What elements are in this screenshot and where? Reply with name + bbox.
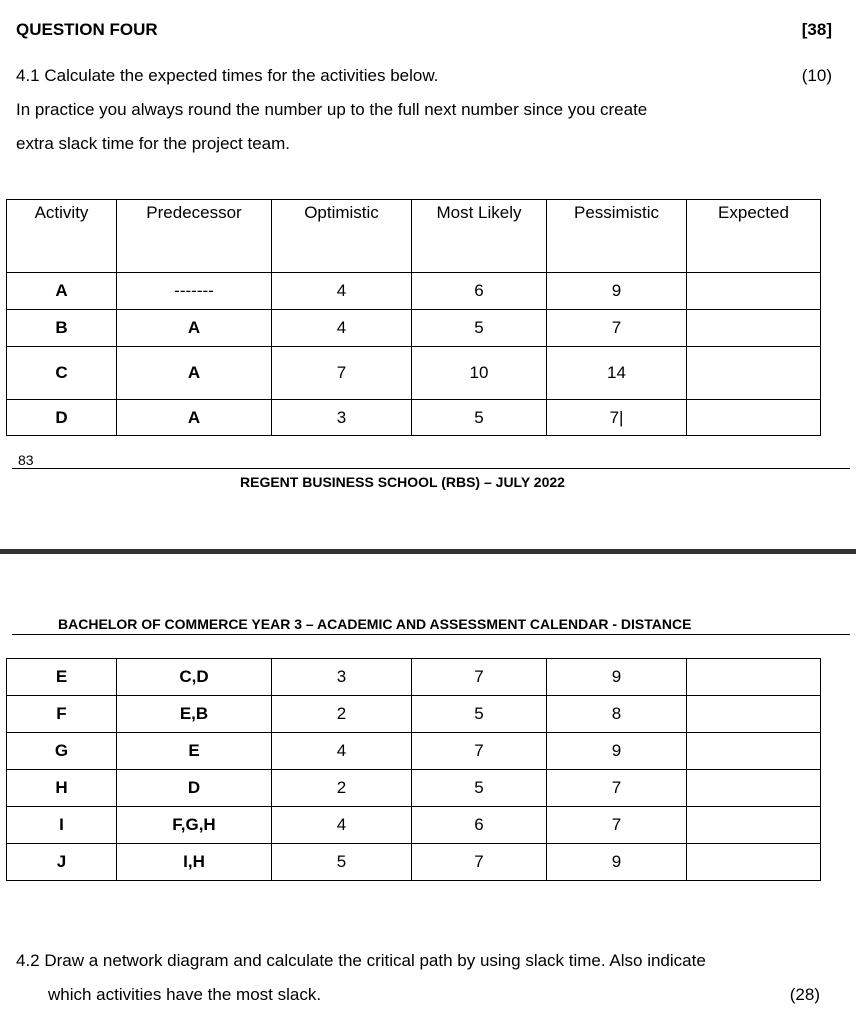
table-row	[7, 400, 821, 436]
activity-table-part1	[6, 199, 821, 436]
pessimistic-cell: 9	[547, 733, 687, 770]
activity-cell: F	[7, 696, 117, 733]
footer-rule	[12, 468, 850, 469]
predecessor-cell: A	[117, 310, 272, 347]
table-row	[7, 807, 821, 844]
optimistic-cell: 4	[272, 733, 412, 770]
activity-cell: D	[7, 400, 117, 436]
pessimistic-cell: 7|	[547, 400, 687, 436]
predecessor-cell: D	[117, 770, 272, 807]
optimistic-cell: 4	[272, 310, 412, 347]
table-row	[7, 659, 821, 696]
activity-cell: H	[7, 770, 117, 807]
question-total-marks: [38]	[801, 20, 832, 39]
table-row	[7, 696, 821, 733]
activity-cell: J	[7, 844, 117, 881]
optimistic-cell: 4	[272, 807, 412, 844]
header-most-likely: Most Likely	[412, 200, 547, 273]
optimistic-cell: 3	[272, 659, 412, 696]
question-title: QUESTION FOUR	[16, 20, 158, 39]
table-row	[7, 733, 821, 770]
predecessor-cell: A	[117, 400, 272, 436]
q41-note-line1: In practice you always round the number up to the full next number since you create	[16, 100, 648, 119]
q41-marks: (10)	[801, 66, 832, 85]
q42-marks: (28)	[789, 985, 820, 1004]
expected-cell[interactable]	[687, 696, 821, 733]
optimistic-cell: 3	[272, 400, 412, 436]
most-likely-cell: 5	[412, 696, 547, 733]
pessimistic-cell: 9	[547, 273, 687, 310]
q42-line1: 4.2 Draw a network diagram and calculate the critical path by using slack time. Also indicate	[16, 951, 706, 970]
expected-cell[interactable]	[687, 733, 821, 770]
expected-cell[interactable]	[687, 400, 821, 436]
expected-cell[interactable]	[687, 844, 821, 881]
table-row	[7, 770, 821, 807]
predecessor-cell: I,H	[117, 844, 272, 881]
optimistic-cell: 2	[272, 696, 412, 733]
most-likely-cell: 6	[412, 273, 547, 310]
pessimistic-cell: 8	[547, 696, 687, 733]
activity-cell: C	[7, 347, 117, 400]
expected-cell[interactable]	[687, 347, 821, 400]
table-header-row	[7, 200, 821, 273]
most-likely-cell: 7	[412, 733, 547, 770]
predecessor-cell: E	[117, 733, 272, 770]
table-row	[7, 273, 821, 310]
optimistic-cell: 2	[272, 770, 412, 807]
page-break-divider	[0, 549, 856, 554]
header-expected: Expected	[687, 200, 821, 273]
predecessor-cell: C,D	[117, 659, 272, 696]
predecessor-cell: -------	[117, 273, 272, 310]
most-likely-cell: 7	[412, 659, 547, 696]
most-likely-cell: 5	[412, 310, 547, 347]
activity-cell: G	[7, 733, 117, 770]
expected-cell[interactable]	[687, 770, 821, 807]
expected-cell[interactable]	[687, 310, 821, 347]
activity-cell: E	[7, 659, 117, 696]
header-rule	[12, 634, 850, 635]
most-likely-cell: 7	[412, 844, 547, 881]
expected-cell[interactable]	[687, 659, 821, 696]
optimistic-cell: 5	[272, 844, 412, 881]
activity-cell: A	[7, 273, 117, 310]
q41-note-line2: extra slack time for the project team.	[16, 134, 290, 153]
most-likely-cell: 6	[412, 807, 547, 844]
pessimistic-cell: 14	[547, 347, 687, 400]
expected-cell[interactable]	[687, 807, 821, 844]
pessimistic-cell: 7	[547, 310, 687, 347]
activity-table-part2	[6, 658, 821, 881]
predecessor-cell: F,G,H	[117, 807, 272, 844]
header-predecessor: Predecessor	[117, 200, 272, 273]
pessimistic-cell: 9	[547, 659, 687, 696]
header-optimistic: Optimistic	[272, 200, 412, 273]
expected-cell[interactable]	[687, 273, 821, 310]
header-activity: Activity	[7, 200, 117, 273]
activity-cell: I	[7, 807, 117, 844]
table-row	[7, 844, 821, 881]
q41-prompt: 4.1 Calculate the expected times for the activities below.	[16, 66, 439, 85]
activity-cell: B	[7, 310, 117, 347]
table-row	[7, 310, 821, 347]
optimistic-cell: 4	[272, 273, 412, 310]
most-likely-cell: 5	[412, 400, 547, 436]
table-row	[7, 347, 821, 400]
footer-school: REGENT BUSINESS SCHOOL (RBS) – JULY 2022	[240, 474, 565, 490]
most-likely-cell: 10	[412, 347, 547, 400]
predecessor-cell: E,B	[117, 696, 272, 733]
pessimistic-cell: 7	[547, 807, 687, 844]
most-likely-cell: 5	[412, 770, 547, 807]
optimistic-cell: 7	[272, 347, 412, 400]
pessimistic-cell: 7	[547, 770, 687, 807]
header-pessimistic: Pessimistic	[547, 200, 687, 273]
predecessor-cell: A	[117, 347, 272, 400]
q42-line2: which activities have the most slack.	[48, 985, 322, 1004]
next-page-header-title: BACHELOR OF COMMERCE YEAR 3 – ACADEMIC AND ASSESSMENT CALENDAR - DISTANCE	[58, 616, 692, 632]
pessimistic-cell: 9	[547, 844, 687, 881]
page-number: 83	[18, 452, 34, 468]
